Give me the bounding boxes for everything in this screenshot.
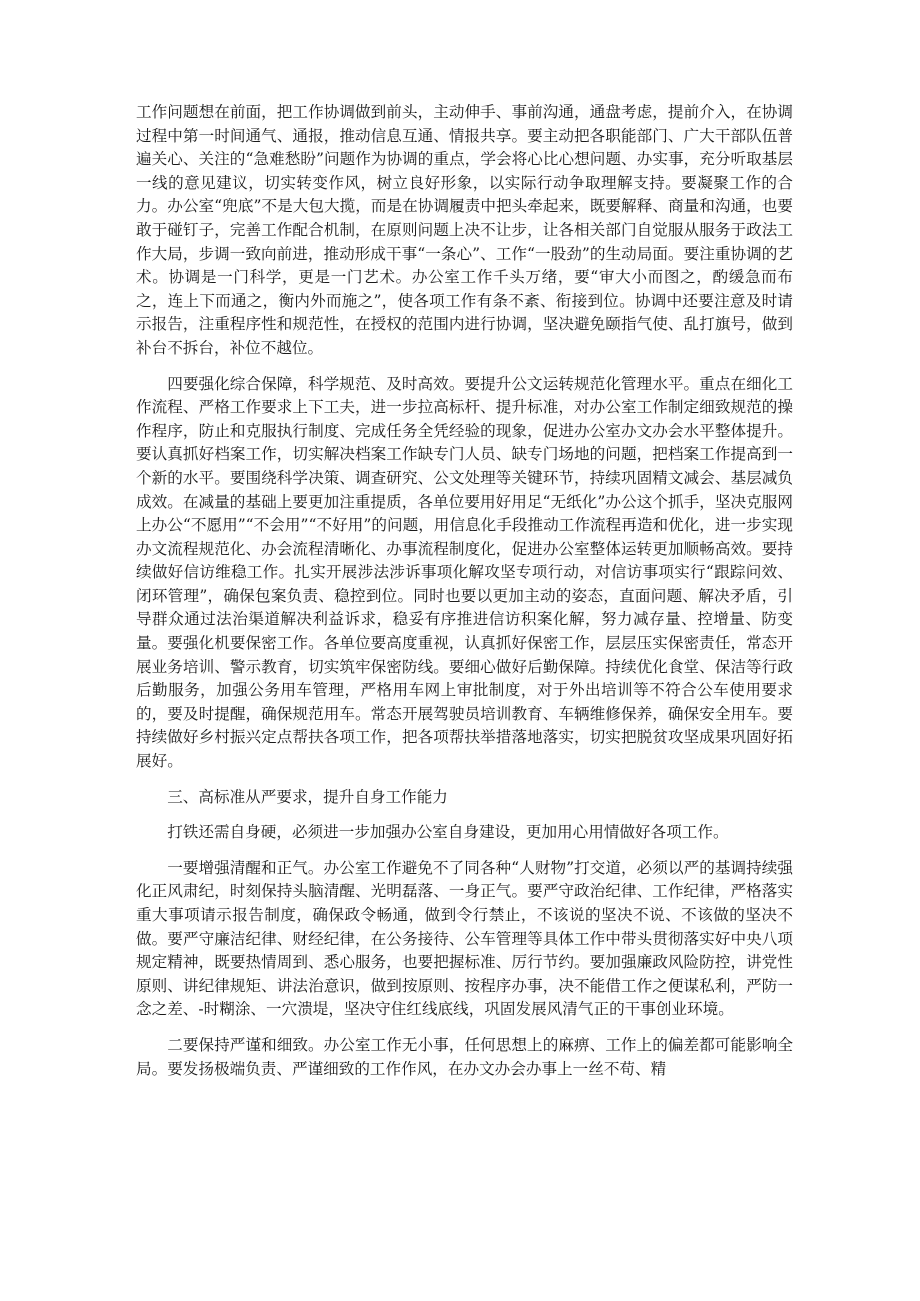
paragraph-integrity: 一要增强清醒和正气。办公室工作避免不了同各种“人财物”打交道，必须以严的基调持续强化正风肃纪，时刻保持头脑清醒、光明磊落、一身正气。要严守政治纪律、工作纪律，严格落实重大事项请示报告制度，确保政令畅通，做到令行禁止，不该说的坚决不说、不该做的坚决不做。要严守廉洁纪律、财经纪律，在公务接待、公车管理等具体工作中带头贯彻落实好中央八项规定精神，既要热情周到、悉心服务，也要把握标准、厉行节约。要加强廉政风险防控，讲党性原则、讲纪律规矩、讲法治意识，做到按原则、按程序办事，决不能借工作之便谋私利，严防一念之差、-时糊涂、一穴溃堤，坚决守住红线底线，巩固发展风清气正的干事创业环境。 bbox=[136, 858, 793, 1019]
section-heading-3: 三、高标准从严要求，提升自身工作能力 bbox=[167, 787, 448, 806]
paragraph-comprehensive-support: 四要强化综合保障，科学规范、及时高效。要提升公文运转规范化管理水平。重点在细化工作流程、严格工作要求上下工夫，进一步拉高标杆、提升标准，对办公室工作制定细致规范的操作程序，防止和克服执行制度、完成任务全凭经验的现象，促进办公室办文办会水平整体提升。要认真抓好档案工作，切实解决档案工作缺专门人员、缺专门场地的问题，把档案工作提高到一个新的水平。要围绕科学决策、调查研究、公文处理等关键环节，持续巩固精文减会、基层减负成效。在减量的基础上要更加注重提质，各单位要用好用足“无纸化”办公这个抓手，坚决克服网上办公“不愿用”“不会用”“不好用”的问题，用信息化手段推动工作流程再造和优化，进一步实现办文流程规范化、办会流程清晰化、办事流程制度化，促进办公室整体运转更加顺畅高效。要持续做好信访维稳工作。扎实开展涉法涉诉事项化解攻坚专项行动，对信访事项实行“跟踪问效、闭环管理”，确保包案负责、稳控到位。同时也要以更加主动的姿态，直面问题、解决矛盾，引导群众通过法治渠道解决利益诉求，稳妥有序推进信访积案化解，努力减存量、控增量、防变量。要强化机要保密工作。各单位要高度重视，认真抓好保密工作，层层压实保密责任，常态开展业务培训、警示教育，切实筑牢保密防线。要细心做好后勤保障。持续优化食堂、保洁等行政后勤服务，加强公务用车管理，严格用车网上审批制度，对于外出培训等不符合公车使用要求的，要及时提醒，确保规范用车。常态开展驾驶员培训教育、车辆维修保养，确保安全用车。要持续做好乡村振兴定点帮扶各项工作，把各项帮扶举措落地落实，切实把脱贫攻坚成果巩固好拓展好。 bbox=[136, 374, 793, 771]
paragraph-self-building: 打铁还需自身硬，必须进一步加强办公室自身建设，更加用心用情做好各项工作。 bbox=[167, 823, 729, 842]
paragraph-rigor: 二要保持严谨和细致。办公室工作无小事，任何思想上的麻痹、工作上的偏差都可能影响全局。要发扬极端负责、严谨细致的工作作风，在办文办会办事上一丝不苟、精 bbox=[136, 1035, 793, 1078]
paragraph-coordination: 工作问题想在前面，把工作协调做到前头，主动伸手、事前沟通，通盘考虑，提前介入，在协调过程中第一时间通气、通报，推动信息互通、情报共享。要主动把各职能部门、广大干部队伍普遍关心、关注的“急难愁盼”问题作为协调的重点，学会将心比心想问题、办实事，充分听取基层一线的意见建议，切实转变作风，树立良好形象，以实际行动争取理解支持。要凝聚工作的合力。办公室“兜底”不是大包大揽，而是在协调履责中把头牵起来，既要解释、商量和沟通，也要敢于碰钉子，完善工作配合机制，在原则问题上决不让步，让各相关部门自觉服从服务于政法工作大局，步调一致向前进，推动形成干事“一条心”、工作“一股劲”的生动局面。要注重协调的艺术。协调是一门科学，更是一门艺术。办公室工作千头万绪，要“审大小而图之，酌缓急而布之，连上下而通之，衡内外而施之”，使各项工作有条不紊、衔接到位。协调中还要注意及时请示报告，注重程序性和规范性，在授权的范围内进行协调，坚决避免颐指气使、乱打旗号，做到补台不拆台，补位不越位。 bbox=[136, 103, 793, 357]
document-page bbox=[136, 101, 793, 1081]
